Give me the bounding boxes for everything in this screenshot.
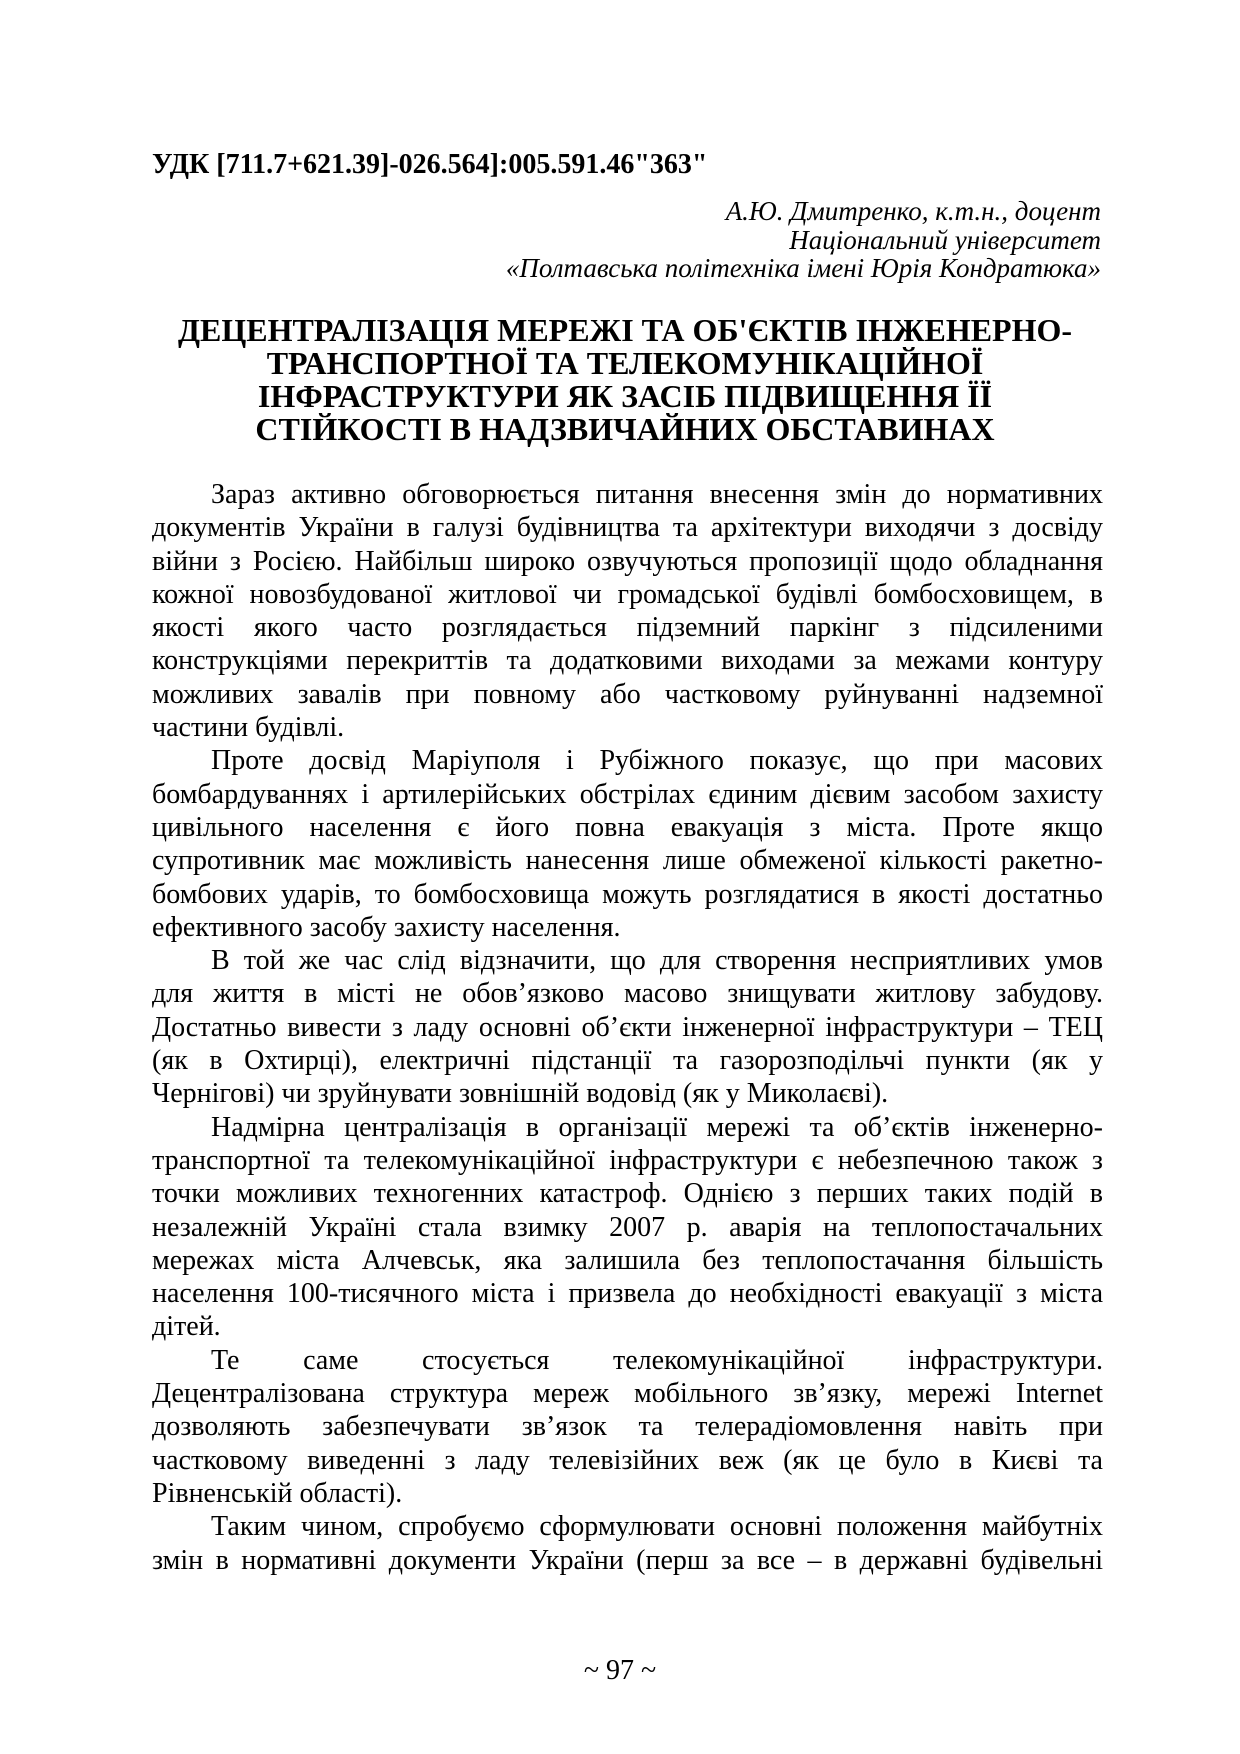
paragraph-line: ефективного засобу захисту населення. [152,911,621,943]
paragraph-line: Те саме стосується телекомунікаційної інфраструктури. [211,1344,1103,1376]
paragraph [152,744,1103,944]
paragraph-line: для життя в місті не обов’язково масово знищувати житлову забудову. [152,978,1103,1010]
paragraph-line: частковому виведенні з ладу телевізійних веж (як це було в Києві та [152,1444,1103,1476]
title-line: СТІЙКОСТІ В НАДЗВИЧАЙНИХ ОБСТАВИНАХ [255,411,995,447]
article-title [140,314,1110,446]
udk-code: УДК [711.7+621.39]-026.564]:005.591.46"363" [152,149,708,180]
paragraph [152,944,1103,1110]
author-university: «Полтавська політехніка імені Юрія Кондратюка» [505,253,1101,283]
paragraph-line: дозволяють забезпечувати зв’язок та телерадіомовлення навіть при [152,1411,1103,1443]
paragraph-line: транспортної та телекомунікаційної інфраструктури є небезпечною також з [152,1144,1103,1176]
paragraph-line: В той же час слід відзначити, що для створення несприятливих умов [211,945,1103,977]
paragraph-line: Надмірна централізація в організації мережі та об’єктів інженерно- [211,1111,1103,1143]
paragraph-line: бомбардуваннях і артилерійських обстрілах єдиним дієвим засобом захисту [152,778,1103,810]
paragraph-line: можливих завалів при повному або частковому руйнуванні надземної [152,678,1103,710]
paragraph-line: бомбових ударів, то бомбосховища можуть розглядатися в якості достатньо [152,878,1103,910]
paragraph-line: дітей. [152,1311,221,1343]
paragraph-line: Достатньо вивести з ладу основні об’єкти інженерної інфраструктури – ТЕЦ [152,1011,1103,1043]
paragraph-line: частини будівлі. [152,712,345,744]
paragraph-line: конструкціями перекриттів та додатковими виходами за межами контуру [152,645,1103,677]
paragraph-line: точки можливих техногенних катастроф. Однією з перших таких подій в [152,1178,1103,1210]
paragraph-line: якості якого часто розглядається підземний паркінг з підсиленими [152,612,1103,644]
paragraph-line: супротивник має можливість нанесення лише обмеженої кількості ракетно- [152,845,1103,877]
paragraph [152,1510,1103,1577]
paragraph-line: змін в нормативні документи України (перш за все – в державні будівельні [152,1544,1103,1576]
paragraph-line: (як в Охтирці), електричні підстанції та газорозподільчі пункти (як у [152,1045,1103,1077]
title-line: ДЕЦЕНТРАЛІЗАЦІЯ МЕРЕЖІ ТА ОБ'ЄКТІВ ІНЖЕНЕРНО- [177,312,1073,348]
paragraph [152,1344,1103,1510]
paragraph-line: кожної новозбудованої житлової чи громадської будівлі бомбосховищем, в [152,578,1103,610]
paragraph-line: населення 100-тисячного міста і призвела до необхідності евакуації з міста [152,1278,1103,1310]
author-affiliation: Національний університет [789,224,1101,255]
paragraph-line: Проте досвід Маріуполя і Рубіжного показує, що при масових [211,745,1103,777]
paragraph-line: документів України в галузі будівництва та архітектури виходячи з досвіду [152,512,1103,544]
title-line: ІНФРАСТРУКТУРИ ЯК ЗАСІБ ПІДВИЩЕННЯ ЇЇ [257,378,993,414]
paragraph [152,1111,1103,1344]
paragraph-line: мережах міста Алчевськ, яка залишила без теплопостачання більшість [152,1244,1103,1276]
paragraph-line: цивільного населення є його повна евакуація з міста. Проте якщо [152,811,1103,843]
paragraph-line: Таким чином, спробуємо сформулювати основні положення майбутніх [211,1511,1103,1543]
paragraph-line: Чернігові) чи зруйнувати зовнішній водовід (як у Миколаєві). [152,1078,889,1110]
paragraph-line: Рівненській області). [152,1477,403,1509]
paragraph-line: Зараз активно обговорюється питання внесення змін до нормативних [211,479,1103,510]
article-body [152,478,1103,1577]
author-block [506,197,1101,283]
title-line: ТРАНСПОРТНОЇ ТА ТЕЛЕКОМУНІКАЦІЙНОЇ [266,345,984,381]
paragraph-line: війни з Росією. Найбільш широко озвучуються пропозиції щодо обладнання [152,545,1103,577]
paragraph [152,478,1103,744]
paragraph-line: незалежній Україні стала взимку 2007 р. аварія на теплопостачальних [152,1211,1103,1243]
paragraph-line: Децентралізована структура мереж мобільного зв’язку, мережі Internet [152,1378,1103,1410]
author-name: А.Ю. Дмитренко, к.т.н., доцент [725,196,1101,226]
page-number: ~ 97 ~ [583,1655,657,1686]
